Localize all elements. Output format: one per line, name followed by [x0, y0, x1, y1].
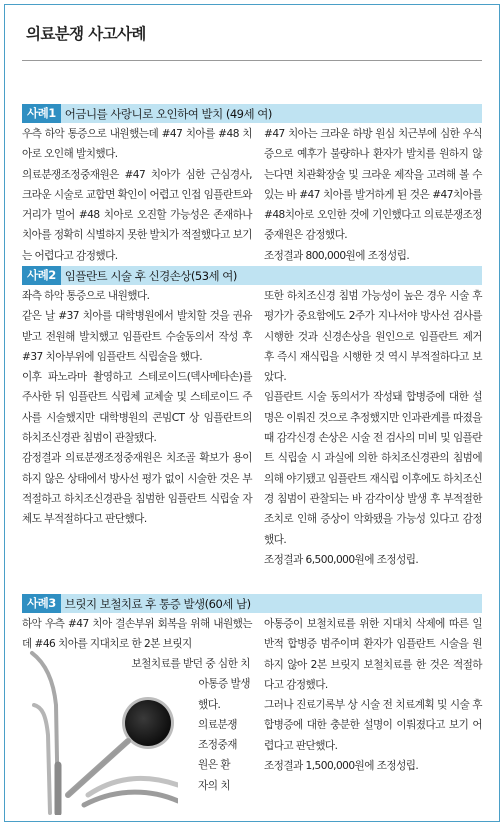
narrow-line: 아통증 발생: [198, 678, 250, 691]
page-title: 의료분쟁 사고사례: [26, 25, 146, 43]
paragraph: 이후 파노라마 촬영하고 스테로이드(덱사메타손)를 주사한 뒤 임플란트 식립체 교체술 및 스테로이드 주사를 시술했지만 대학병원의 콘빔CT 상 임플란트의 하치조신경관 침범이 관찰됐다.: [22, 371, 252, 445]
case-3-title: 브릿지 보철치료 후 통증 발생(60세 남): [64, 596, 251, 611]
case-2-tag: 사례2: [22, 266, 61, 285]
title-divider: [22, 60, 482, 61]
case-3-tag: 사례3: [22, 594, 61, 613]
paragraph: 감정결과 의료분쟁조정중재원은 치조골 확보가 용이하지 않은 상태에서 방사선 평가 없이 시술한 것은 부적절하고 하치조신경관을 침범한 임플란트 식립술 자체도 부적절하다고 판단했다.: [22, 452, 252, 526]
case-2-title: 임플란트 시술 후 신경손상(53세 여): [64, 268, 237, 283]
narrow-line: 의료분쟁: [198, 718, 237, 731]
case-3-header: [22, 594, 482, 613]
paragraph: 또한 하치조신경 침범 가능성이 높은 경우 시술 후 평가가 중요함에도 2주가 지나서야 방사선 검사를 시행한 것과 신경손상을 원인으로 임플란트 제거 후 즉시 재식립을 시행한 것 역시 부적절하다고 보았다.: [264, 290, 482, 384]
narrow-line: 원은 환: [198, 759, 231, 772]
dental-scaler-icon: [34, 705, 50, 813]
dental-instruments-image: [28, 645, 178, 815]
paragraph: 우측 하악 통증으로 내원했는데 #47 치아를 #48 치아로 오인해 발치했다.: [22, 128, 252, 161]
narrow-line: 자의 치: [198, 779, 231, 792]
narrow-line: 했다.: [198, 698, 221, 711]
case-1-tag: 사례1: [22, 104, 61, 123]
dental-explorer-icon: [84, 778, 178, 805]
case-2-right-column: [264, 286, 482, 570]
paragraph: 의료분쟁조정중재원은 #47 치아가 심한 근심경사, 크라운 시술로 교합면 확인이 어렵고 인접 임플란트와 거리가 멀어 #48 치아로 오진할 가능성은 존재하나 치아를 정확히 식별하지 못한 발치가 적절했다고 보기는 어렵다고 감정했다.: [22, 168, 252, 262]
case-2-left-column: [22, 286, 252, 530]
dental-probe-icon: [32, 653, 58, 813]
case-1-left-column: [22, 124, 252, 266]
paragraph: 조정결과 1,500,000원에 조정성립.: [264, 760, 419, 773]
case-2-header: [22, 266, 482, 285]
paragraph: 같은 날 #37 치아를 대학병원에서 발치할 것을 권유받고 전원해 발치했고 임플란트 수술동의서 작성 후 #37 치아부위에 임플란트 식립술을 했다.: [22, 310, 252, 363]
paragraph: 조정결과 800,000원에 조정성립.: [264, 249, 410, 262]
paragraph: 아통증이 보철치료를 위한 지대치 삭제에 따른 일반적 합병증 범주이며 환자가 임플란트 시술을 원하지 않아 2본 브릿지 보철치료를 한 것은 적절하다고 감정했다.: [264, 618, 482, 691]
case-1-title: 어금니를 사랑니로 오인하여 발치 (49세 여): [64, 106, 272, 121]
narrow-line: 조정중재: [198, 739, 237, 752]
paragraph: 조정결과 6,500,000원에 조정성립.: [264, 553, 419, 566]
paragraph: 그러나 진료기록부 상 시술 전 치료계획 및 시술 후 합병증에 대한 충분한 설명이 이뤄졌다고 보기 어렵다고 판단했다.: [264, 699, 482, 752]
case-1-header: [22, 104, 482, 123]
case-3-right-column: [264, 614, 482, 776]
paragraph: 임플란트 시술 동의서가 작성돼 합병증에 대한 설명은 이뤄진 것으로 추정했지만 인과관계를 따졌을 때 감각신경 손상은 시술 전 검사의 미비 및 임플란트 식립술 시 과실에 의한 하치조신경관의 침범에 의해 야기됐고 임플란트 재식립 이후에도 하치조신경 침범이 관찰되는 바 감각이상 발생 후 부적절한 조치로 인해 증상이 악화됐을 가능성 있다고 감정했다.: [264, 391, 482, 546]
case-1-right-column: [264, 124, 482, 266]
paragraph: 좌측 하악 통증으로 내원했다.: [22, 290, 150, 302]
paragraph: 하악 우측 #47 치아 결손부위 회복을 위해 내원했는데 #46 치아를 지대치로 한 2본 브릿지: [22, 618, 252, 651]
paragraph: #47 치아는 크라운 하방 원심 치근부에 심한 우식증으로 예후가 불량하나 환자가 발치를 원하지 않는다면 치관확장술 및 크라운 제작을 고려해 볼 수 있는 바 #47 치아를 발거하게 된 것은 #47치아를 #48치아로 오인한 것에 기인했다고 의료분쟁조정중재원은 감정했다.: [264, 128, 482, 242]
narrow-line: 보철치료를 받던 중 심한 치: [131, 658, 250, 670]
